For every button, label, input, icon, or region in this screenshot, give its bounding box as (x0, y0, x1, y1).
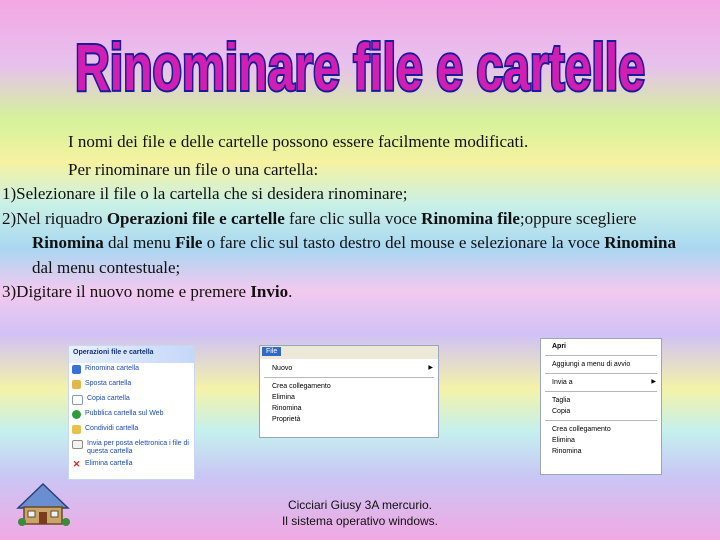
task-rename-folder[interactable]: Rinomina cartella (72, 365, 191, 380)
mail-icon (72, 440, 83, 449)
menu-separator (545, 391, 657, 392)
copy-icon (72, 395, 83, 405)
menu-item-rinomina[interactable]: Rinomina (272, 405, 302, 412)
menu-item-crea-collegamento[interactable]: Crea collegamento (272, 383, 331, 390)
intro-text: I nomi dei file e delle cartelle possono essere facilmente modificati. (68, 132, 529, 151)
step-3: 3)Digitare il nuovo nome e premere Invio. (2, 282, 293, 301)
tasks-panel (68, 345, 195, 480)
task-email-files[interactable]: Invia per posta elettronica i file di questa cartella (72, 440, 191, 460)
ctx-item-taglia[interactable]: Taglia (552, 397, 571, 404)
task-delete-folder[interactable]: ✕ Elimina cartella (72, 459, 133, 469)
task-share-folder[interactable]: Condividi cartella (72, 425, 191, 440)
globe-icon (72, 410, 81, 419)
task-publish-web[interactable]: Pubblica cartella sul Web (72, 410, 191, 425)
menu-separator (545, 355, 657, 356)
menu-item-nuovo[interactable]: Nuovo ▶ (272, 365, 433, 372)
ctx-item-elimina[interactable]: Elimina (552, 437, 575, 444)
footer (230, 497, 490, 529)
menu-separator (545, 420, 657, 421)
footer-subject: Il sistema operativo windows. (281, 514, 439, 528)
ctx-item-aggiungi[interactable]: Aggiungi a menu di avvio (552, 361, 631, 368)
footer-author: Cicciari Giusy 3A mercurio. (287, 498, 433, 512)
submenu-arrow-icon: ▶ (651, 379, 656, 385)
slide-title-text: Rinominare file e cartelle (75, 30, 645, 104)
ctx-item-crea-collegamento[interactable]: Crea collegamento (552, 426, 611, 433)
file-menu (259, 345, 439, 438)
slide-title (0, 24, 720, 109)
menu-separator (264, 377, 434, 378)
menubar (260, 346, 438, 359)
rename-icon (72, 365, 81, 374)
menu-item-elimina[interactable]: Elimina (272, 394, 295, 401)
lead-text: Per rinominare un file o una cartella: (68, 159, 319, 179)
ctx-item-rinomina[interactable]: Rinomina (552, 448, 582, 455)
move-icon (72, 380, 81, 389)
menu-item-proprieta[interactable]: Proprietà (272, 416, 301, 423)
ctx-item-copia[interactable]: Copia (552, 408, 571, 415)
menu-separator (545, 373, 657, 374)
step-2: 2)Nel riquadro Operazioni file e cartelle fare clic sulla voce Rinomina file;oppure scegliere Rinomina dal menu File o fare clic sul tasto destro del mouse e selezionare la voce Rinomina dal menu contestuale; (2, 208, 676, 277)
menu-file[interactable]: File (262, 347, 281, 356)
ctx-item-apri[interactable]: Apri (552, 343, 566, 350)
submenu-arrow-icon: ▶ (428, 365, 433, 371)
slide-body (2, 130, 700, 305)
tasks-panel-header: Operazioni file e cartella (69, 346, 194, 363)
task-copy-folder[interactable]: Copia cartella (72, 395, 191, 410)
house-logo-icon (14, 478, 72, 528)
delete-icon: ✕ (72, 459, 81, 469)
share-icon (72, 425, 81, 434)
ctx-item-invia-a[interactable]: Invia a ▶ (552, 379, 656, 386)
context-menu (540, 338, 662, 475)
step-1: 1)Selezionare il file o la cartella che si desidera rinominare; (2, 184, 408, 203)
task-move-folder[interactable]: Sposta cartella (72, 380, 191, 395)
